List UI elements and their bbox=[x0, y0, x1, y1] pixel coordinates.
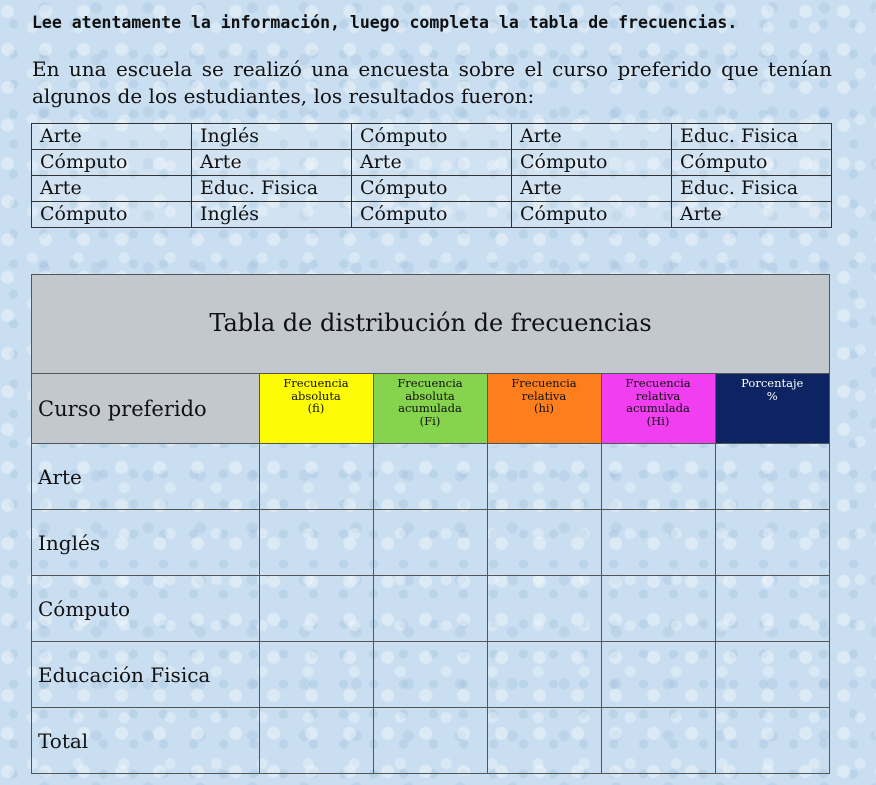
row-label: Educación Fisica bbox=[32, 642, 259, 708]
header-cumulative-relative-frequency bbox=[601, 374, 715, 444]
row-label: Inglés bbox=[32, 510, 259, 576]
survey-cell: Cómputo bbox=[32, 150, 192, 176]
frequency-row bbox=[32, 576, 829, 642]
header-line: (fi) bbox=[307, 401, 325, 415]
fill-cell[interactable] bbox=[715, 708, 829, 774]
header-line: Frecuencia bbox=[511, 376, 577, 390]
fill-cell[interactable] bbox=[601, 642, 715, 708]
header-line: relativa bbox=[521, 388, 567, 403]
fill-cell[interactable] bbox=[601, 444, 715, 510]
header-line: acumulada bbox=[398, 401, 462, 415]
fill-cell[interactable] bbox=[259, 576, 373, 642]
header-line: absoluta bbox=[291, 388, 341, 403]
header-cumulative-absolute-frequency bbox=[373, 374, 487, 444]
header-line: % bbox=[766, 388, 778, 403]
frequency-header-row bbox=[32, 374, 829, 444]
survey-row bbox=[32, 124, 832, 150]
instruction-heading: Lee atentamente la información, luego completa la tabla de frecuencias. bbox=[32, 13, 738, 32]
survey-cell: Arte bbox=[32, 176, 192, 202]
survey-cell: Cómputo bbox=[32, 202, 192, 228]
survey-cell: Educ. Fisica bbox=[672, 124, 832, 150]
frequency-row bbox=[32, 510, 829, 576]
row-label: Total bbox=[32, 708, 259, 774]
fill-cell[interactable] bbox=[487, 708, 601, 774]
header-line: (hi) bbox=[533, 401, 555, 415]
survey-cell: Arte bbox=[32, 124, 192, 150]
fill-cell[interactable] bbox=[373, 708, 487, 774]
fill-cell[interactable] bbox=[487, 642, 601, 708]
fill-cell[interactable] bbox=[715, 510, 829, 576]
survey-cell: Arte bbox=[512, 124, 672, 150]
header-percentage bbox=[715, 374, 829, 444]
fill-cell[interactable] bbox=[715, 576, 829, 642]
fill-cell[interactable] bbox=[259, 510, 373, 576]
header-line: Porcentaje bbox=[741, 376, 804, 390]
frequency-table-title: Tabla de distribución de frecuencias bbox=[32, 275, 829, 374]
row-label: Arte bbox=[32, 444, 259, 510]
header-line: Frecuencia bbox=[283, 376, 349, 390]
header-line: acumulada bbox=[626, 401, 690, 415]
header-absolute-frequency bbox=[259, 374, 373, 444]
fill-cell[interactable] bbox=[487, 510, 601, 576]
course-header: Curso preferido bbox=[32, 374, 259, 444]
fill-cell[interactable] bbox=[259, 708, 373, 774]
frequency-row bbox=[32, 444, 829, 510]
fill-cell[interactable] bbox=[259, 444, 373, 510]
survey-cell: Arte bbox=[192, 150, 352, 176]
frequency-row bbox=[32, 708, 829, 774]
survey-cell: Inglés bbox=[192, 124, 352, 150]
survey-cell: Cómputo bbox=[512, 202, 672, 228]
fill-cell[interactable] bbox=[373, 576, 487, 642]
survey-cell: Cómputo bbox=[352, 124, 512, 150]
survey-results-table bbox=[31, 123, 832, 228]
survey-row bbox=[32, 176, 832, 202]
survey-cell: Educ. Fisica bbox=[672, 176, 832, 202]
problem-paragraph: En una escuela se realizó una encuesta sobre el curso preferido que tenían algunos de los estudiantes, los resultados fueron: bbox=[32, 57, 832, 108]
fill-cell[interactable] bbox=[373, 642, 487, 708]
survey-row bbox=[32, 150, 832, 176]
header-line: relativa bbox=[635, 388, 681, 403]
survey-cell: Arte bbox=[672, 202, 832, 228]
survey-cell: Arte bbox=[352, 150, 512, 176]
frequency-row bbox=[32, 642, 829, 708]
fill-cell[interactable] bbox=[487, 444, 601, 510]
survey-row bbox=[32, 202, 832, 228]
frequency-grid bbox=[32, 374, 829, 773]
fill-cell[interactable] bbox=[601, 510, 715, 576]
header-line: absoluta bbox=[405, 388, 455, 403]
header-line: Frecuencia bbox=[625, 376, 691, 390]
row-label: Cómputo bbox=[32, 576, 259, 642]
header-line: (Fi) bbox=[419, 413, 441, 428]
fill-cell[interactable] bbox=[601, 708, 715, 774]
frequency-table bbox=[31, 274, 830, 774]
survey-cell: Cómputo bbox=[352, 202, 512, 228]
fill-cell[interactable] bbox=[373, 444, 487, 510]
fill-cell[interactable] bbox=[259, 642, 373, 708]
survey-cell: Cómputo bbox=[512, 150, 672, 176]
survey-cell: Cómputo bbox=[672, 150, 832, 176]
fill-cell[interactable] bbox=[715, 642, 829, 708]
header-relative-frequency bbox=[487, 374, 601, 444]
header-line: Frecuencia bbox=[397, 376, 463, 390]
fill-cell[interactable] bbox=[373, 510, 487, 576]
survey-cell: Arte bbox=[512, 176, 672, 202]
fill-cell[interactable] bbox=[601, 576, 715, 642]
survey-cell: Educ. Fisica bbox=[192, 176, 352, 202]
fill-cell[interactable] bbox=[715, 444, 829, 510]
survey-cell: Cómputo bbox=[352, 176, 512, 202]
survey-cell: Inglés bbox=[192, 202, 352, 228]
fill-cell[interactable] bbox=[487, 576, 601, 642]
header-line: (Hi) bbox=[646, 413, 670, 428]
